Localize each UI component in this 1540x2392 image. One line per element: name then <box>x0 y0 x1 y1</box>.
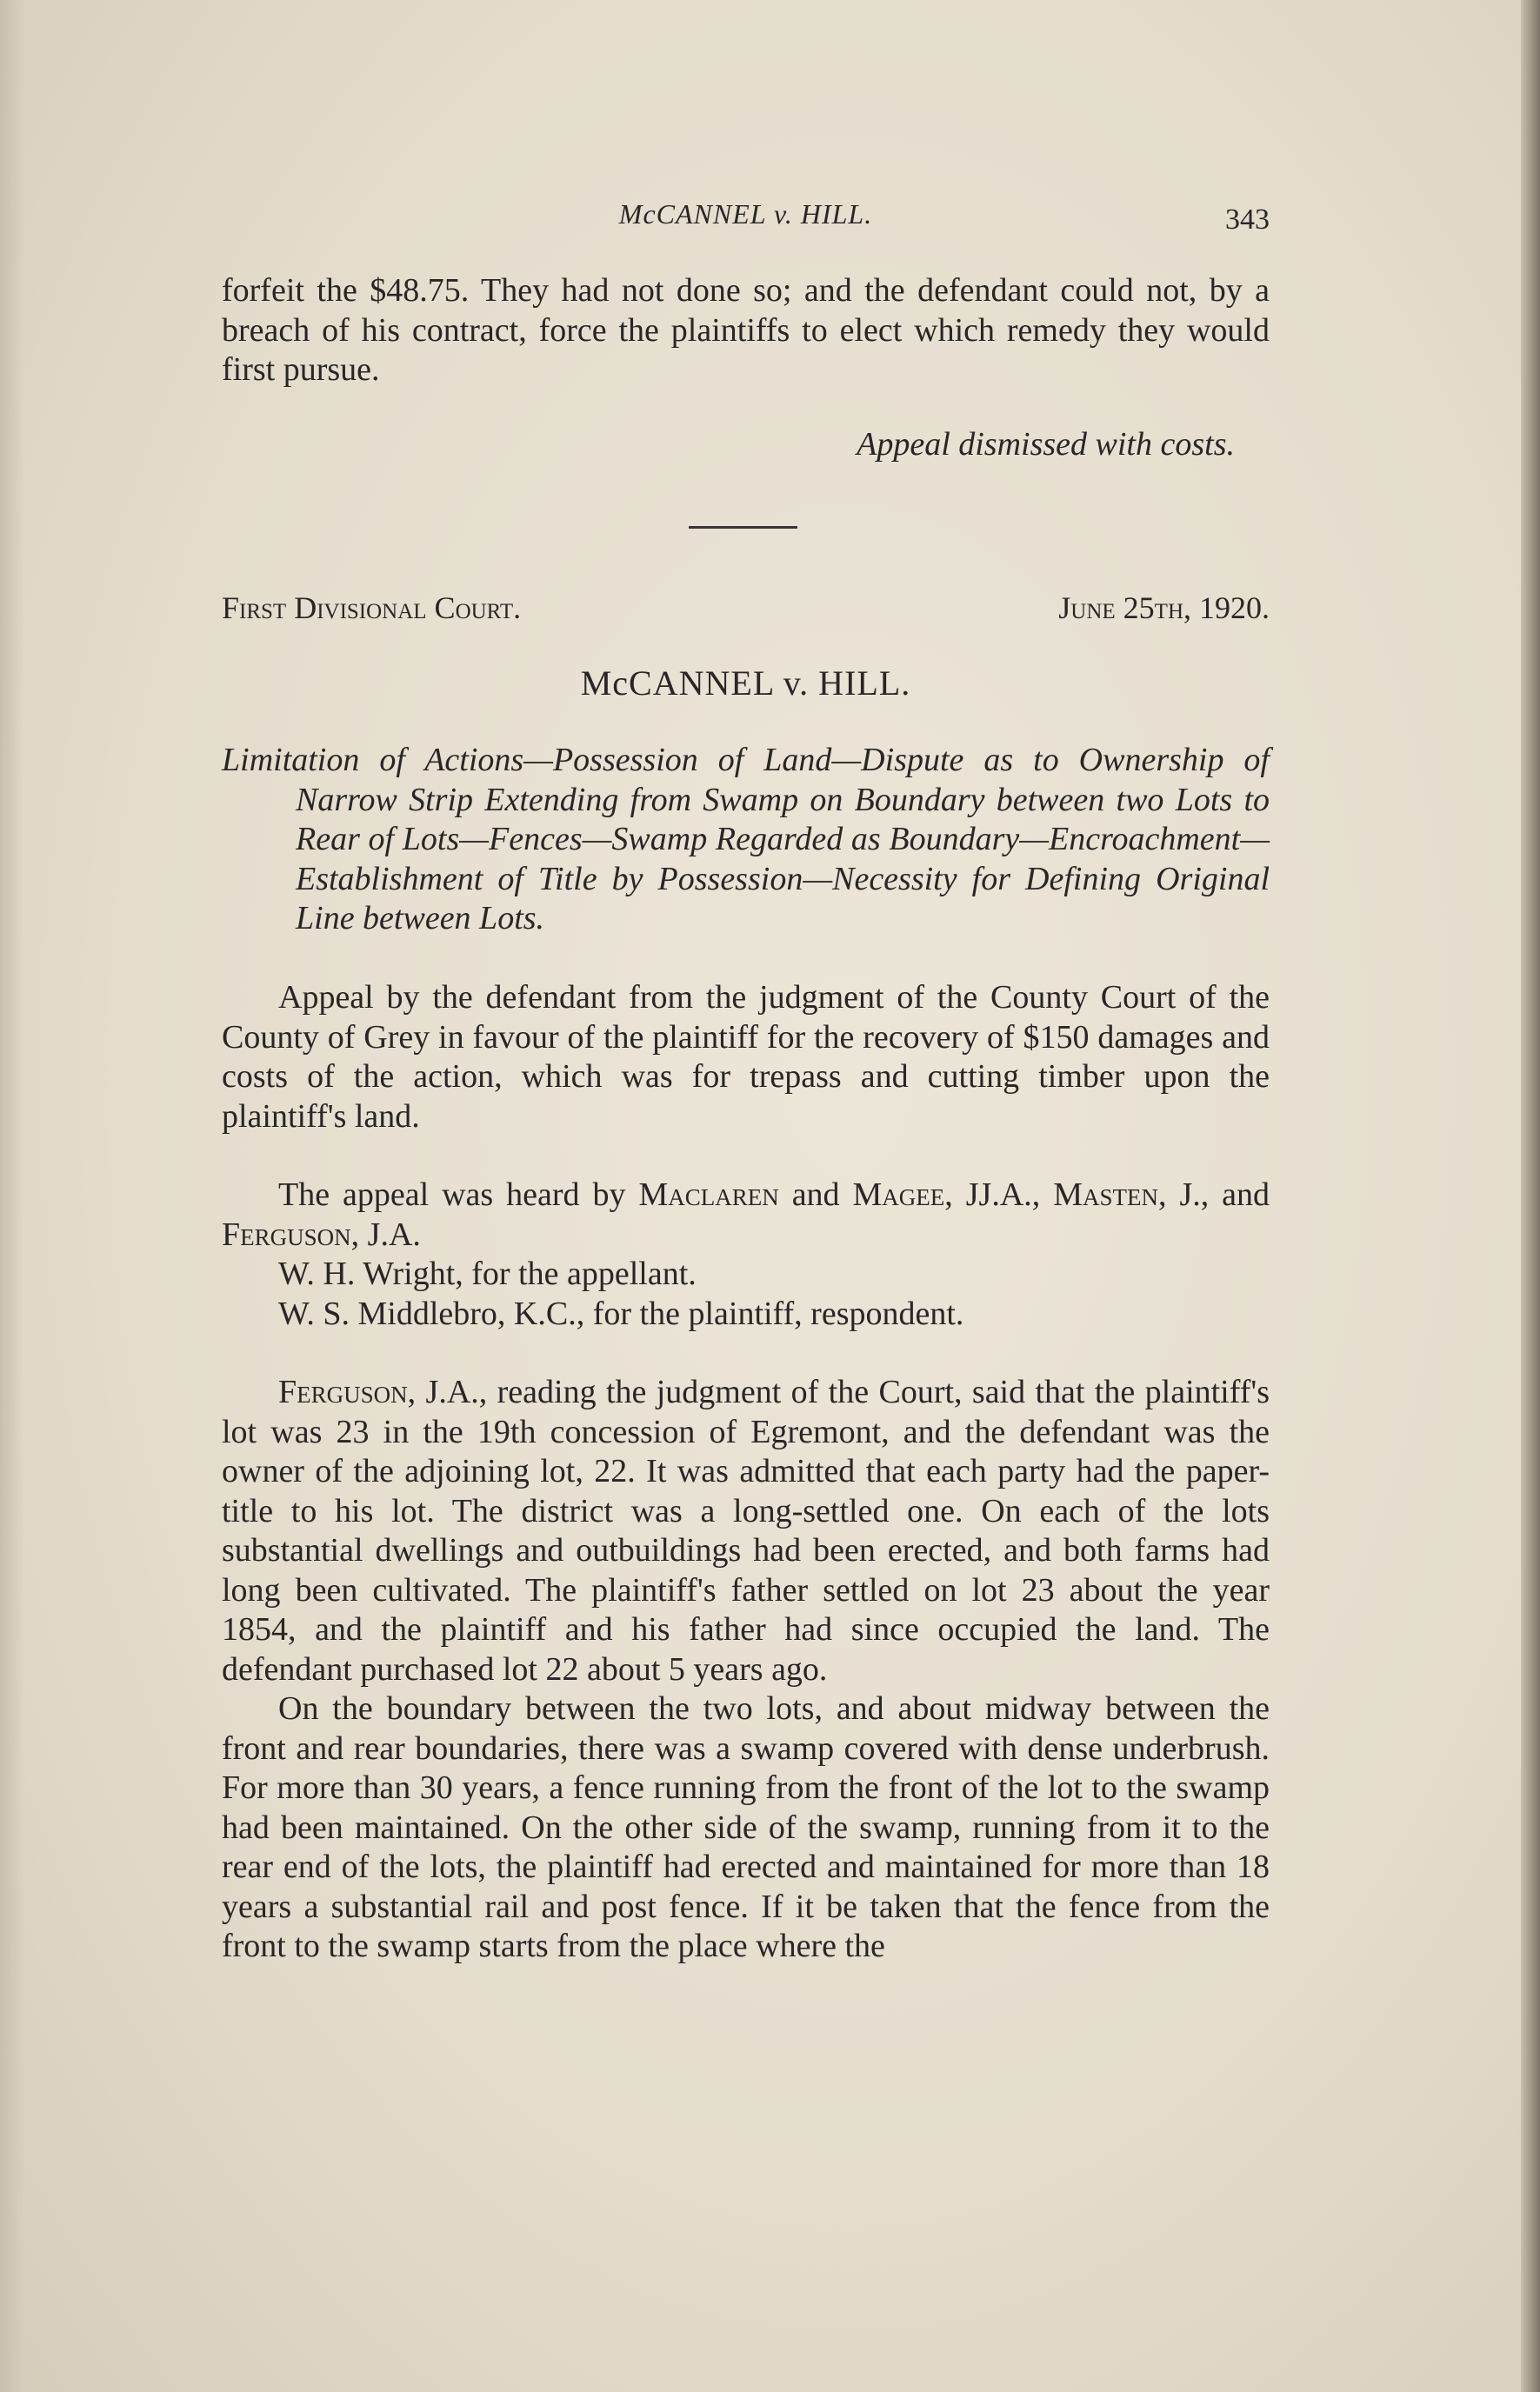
running-header <box>222 198 1270 242</box>
judgment-text-1: , J.A., reading the judgment of the Court, said that the plaintiff's lot was 23 in the 19th concession of Egremont, and the defendant was the owner of the adjoining lot, 22. It was admitted that each party had the paper-title to his lot. The district was a long-settled one. On each of the lots substantial dwellings and outbuildings had been erected, and both farms had long been cultivated. The plaintiff's father settled on lot 23 about the year 1854, and the plaintiff and his father had since occupied the land. The defendant purchased lot 22 about 5 years ago. <box>222 1374 1270 1688</box>
case-body <box>222 978 1270 1967</box>
headnote: Limitation of Actions—Possession of Land—Dispute as to Ownership of Narrow Strip Extending from Swamp on Boundary between two Lots to Rear of Lots—Fences—Swamp Regarded as Boundary—Encroachment—Establishment of Title by Possession—Necessity for Defining Original Line between Lots. <box>222 742 1270 936</box>
gutter-shadow <box>0 0 24 2392</box>
bench-tail-1: , JJ.A., <box>944 1176 1041 1213</box>
bench-lead: The appeal was heard by <box>278 1176 626 1213</box>
judge-ferguson: Ferguson <box>222 1216 351 1253</box>
closing-paragraph: forfeit the $48.75. They had not done so; and the defendant could not, by a breach of his contract, force the plaintiffs to elect which remedy they would first pursue. <box>222 272 1270 388</box>
judge-masten: Masten <box>1053 1176 1159 1213</box>
judge-magee: Magee <box>852 1176 945 1213</box>
judgment-paragraph-1 <box>222 1373 1270 1689</box>
judge-maclaren: Maclaren <box>638 1176 779 1213</box>
running-title: McCANNEL v. HILL. <box>618 198 873 230</box>
bench-and: and <box>791 1176 840 1213</box>
court-name: First Divisional Court. <box>222 590 522 625</box>
section-divider <box>689 526 797 529</box>
judgment-paragraph-2: On the boundary between the two lots, and about midway between the front and rear boundaries, there was a swamp covered with dense underbrush. For more than 30 years, a fence running from the front of the lot to the swamp had been maintained. On the other side of the swamp, running from it to the rear end of the lots, the plaintiff had erected and maintained for more than 18 years a substantial rail and post fence. If it be taken that the fence from the front to the swamp starts from the place where the <box>222 1690 1270 1964</box>
appeal-paragraph: Appeal by the defendant from the judgment of the County Court of the County of Grey in favour of the plaintiff for the recovery of $150 damages and costs of the action, which was for trepass and cutting timber upon the plaintiff's land. <box>222 979 1270 1135</box>
decision-date: June 25th, 1920. <box>1058 590 1270 625</box>
counsel-appellant: W. H. Wright, for the appellant. <box>278 1256 697 1292</box>
judgment-judge: Ferguson <box>278 1374 408 1410</box>
disposition: Appeal dismissed with costs. <box>857 425 1235 463</box>
previous-case-conclusion <box>222 271 1270 463</box>
book-spine-edge <box>1521 0 1540 2392</box>
bench-mid: , J., and <box>1158 1176 1270 1213</box>
bench-paragraph <box>222 1176 1270 1255</box>
bench-tail-2: , J.A. <box>350 1216 421 1253</box>
case-title: McCANNEL v. HILL. <box>580 663 911 703</box>
page-number: 343 <box>1225 203 1270 236</box>
counsel-respondent: W. S. Middlebro, K.C., for the plaintiff, respondent. <box>278 1295 964 1332</box>
